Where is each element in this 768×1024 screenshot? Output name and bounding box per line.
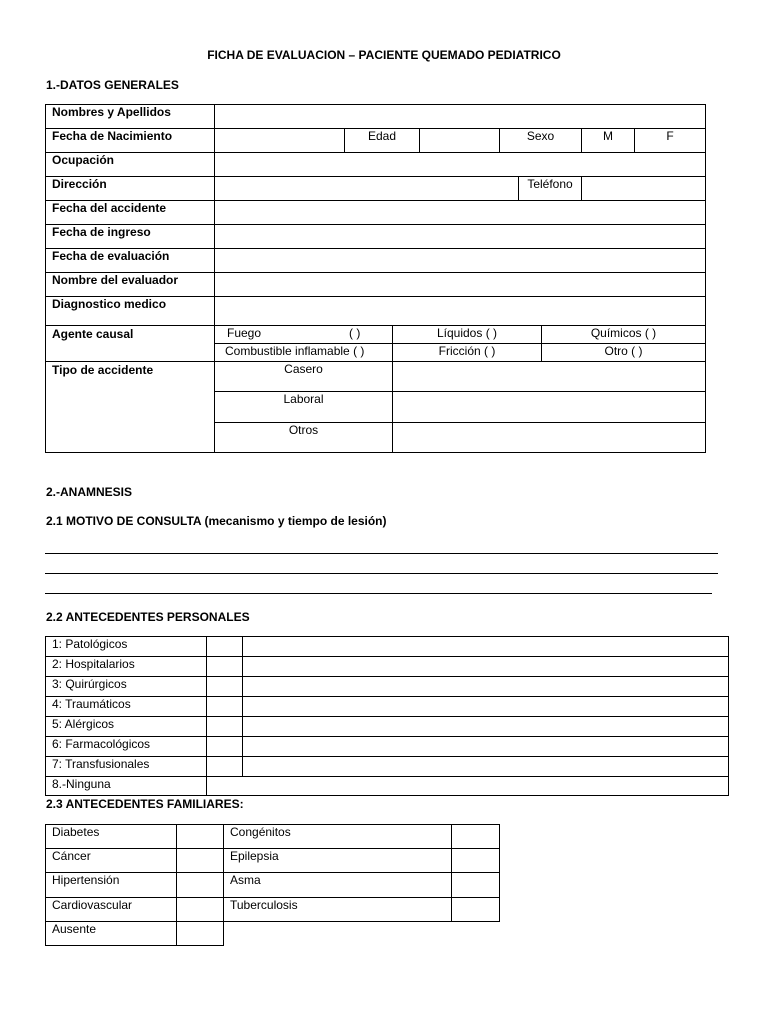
familiar-check[interactable] [177,898,224,922]
ocupacion-field[interactable] [215,153,706,177]
personal-item: 5: Alérgicos [46,717,207,737]
familiar-item: Congénitos [224,825,452,849]
familiar-item: Hipertensión [46,873,177,898]
personal-check[interactable] [207,697,243,717]
fecha-ingreso-field[interactable] [215,225,706,249]
familiar-item: Asma [224,873,452,898]
sexo-m-option[interactable]: M [582,129,635,153]
label-fecha-accidente: Fecha del accidente [46,201,215,225]
personal-item: 7: Transfusionales [46,757,207,777]
personal-check[interactable] [207,737,243,757]
personal-detail[interactable] [243,637,729,657]
motivo-line-1[interactable] [45,553,718,554]
motivo-line-2[interactable] [45,573,718,574]
personal-detail[interactable] [243,697,729,717]
familiar-item: Tuberculosis [224,898,452,922]
label-nombre-evaluador: Nombre del evaluador [46,273,215,297]
personal-check[interactable] [207,657,243,677]
familiar-item: Cáncer [46,849,177,873]
diagnostico-field[interactable] [215,297,706,326]
familiar-item: Ausente [46,922,177,946]
personal-check[interactable] [207,757,243,777]
familiar-check[interactable] [177,849,224,873]
personal-check[interactable] [207,637,243,657]
tipo-otros: Otros [215,423,393,453]
nombre-evaluador-field[interactable] [215,273,706,297]
label-fecha-ingreso: Fecha de ingreso [46,225,215,249]
label-tipo-accidente: Tipo de accidente [46,362,215,453]
personal-item: 4: Traumáticos [46,697,207,717]
tipo-otros-field[interactable] [393,423,706,453]
familiar-check[interactable] [177,825,224,849]
tipo-casero: Casero [215,362,393,392]
antecedentes-personales-heading: 2.2 ANTECEDENTES PERSONALES [46,610,250,624]
datos-generales-table [45,104,706,326]
tipo-laboral-field[interactable] [393,392,706,423]
familiar-check[interactable] [452,825,500,849]
antecedentes-familiares-table [45,824,500,946]
personal-detail[interactable] [243,677,729,697]
edad-field[interactable] [420,129,500,153]
personal-detail[interactable] [243,657,729,677]
motivo-consulta-heading: 2.1 MOTIVO DE CONSULTA (mecanismo y tiempo de lesión) [46,514,387,528]
label-diagnostico: Diagnostico medico [46,297,215,326]
nombres-field[interactable] [215,105,706,129]
label-fecha-nacimiento: Fecha de Nacimiento [46,129,215,153]
label-direccion: Dirección [46,177,215,201]
familiar-check[interactable] [177,922,224,946]
personal-item: 8.-Ninguna [46,777,207,796]
personal-detail[interactable] [243,737,729,757]
label-fecha-evaluacion: Fecha de evaluación [46,249,215,273]
familiar-item: Diabetes [46,825,177,849]
fecha-nacimiento-field[interactable] [215,129,345,153]
agente-fuego-option[interactable] [215,326,393,344]
label-telefono: Teléfono [519,177,582,201]
fecha-evaluacion-field[interactable] [215,249,706,273]
direccion-field[interactable] [215,177,519,201]
familiar-check[interactable] [452,898,500,922]
familiar-item: Epilepsia [224,849,452,873]
familiar-check[interactable] [177,873,224,898]
personal-item: 3: Quirúrgicos [46,677,207,697]
agente-otro-option[interactable]: Otro ( ) [542,344,706,362]
label-sexo: Sexo [500,129,582,153]
label-nombres: Nombres y Apellidos [46,105,215,129]
section-1-heading: 1.-DATOS GENERALES [46,78,179,92]
agente-tipo-table [45,325,706,453]
personal-check[interactable] [207,677,243,697]
personal-detail[interactable] [243,757,729,777]
motivo-line-3[interactable] [45,593,712,594]
personal-item: 1: Patológicos [46,637,207,657]
agente-liquidos-option[interactable]: Líquidos ( ) [393,326,542,344]
antecedentes-personales-table [45,636,729,796]
familiar-item: Cardiovascular [46,898,177,922]
agente-quimicos-option[interactable]: Químicos ( ) [542,326,706,344]
fecha-accidente-field[interactable] [215,201,706,225]
sexo-f-option[interactable]: F [635,129,706,153]
personal-detail[interactable] [243,717,729,737]
label-ocupacion: Ocupación [46,153,215,177]
tipo-laboral: Laboral [215,392,393,423]
personal-check[interactable] [207,717,243,737]
personal-item: 2: Hospitalarios [46,657,207,677]
antecedentes-familiares-heading: 2.3 ANTECEDENTES FAMILIARES: [46,797,244,811]
tipo-casero-field[interactable] [393,362,706,392]
agente-combustible-option[interactable]: Combustible inflamable ( ) [215,344,393,362]
personal-item: 6: Farmacológicos [46,737,207,757]
label-agente-causal: Agente causal [46,326,215,362]
agente-friccion-option[interactable]: Fricción ( ) [393,344,542,362]
section-2-heading: 2.-ANAMNESIS [46,485,133,499]
familiar-check[interactable] [452,849,500,873]
fuego-label: Fuego [227,326,262,340]
telefono-field[interactable] [582,177,706,201]
familiar-empty-cell [224,922,500,946]
familiar-check[interactable] [452,873,500,898]
fuego-checkbox[interactable]: ( ) [349,326,361,340]
label-edad: Edad [345,129,420,153]
personal-ninguna-field[interactable] [207,777,729,796]
document-title: FICHA DE EVALUACION – PACIENTE QUEMADO PEDIATRICO [207,48,561,62]
